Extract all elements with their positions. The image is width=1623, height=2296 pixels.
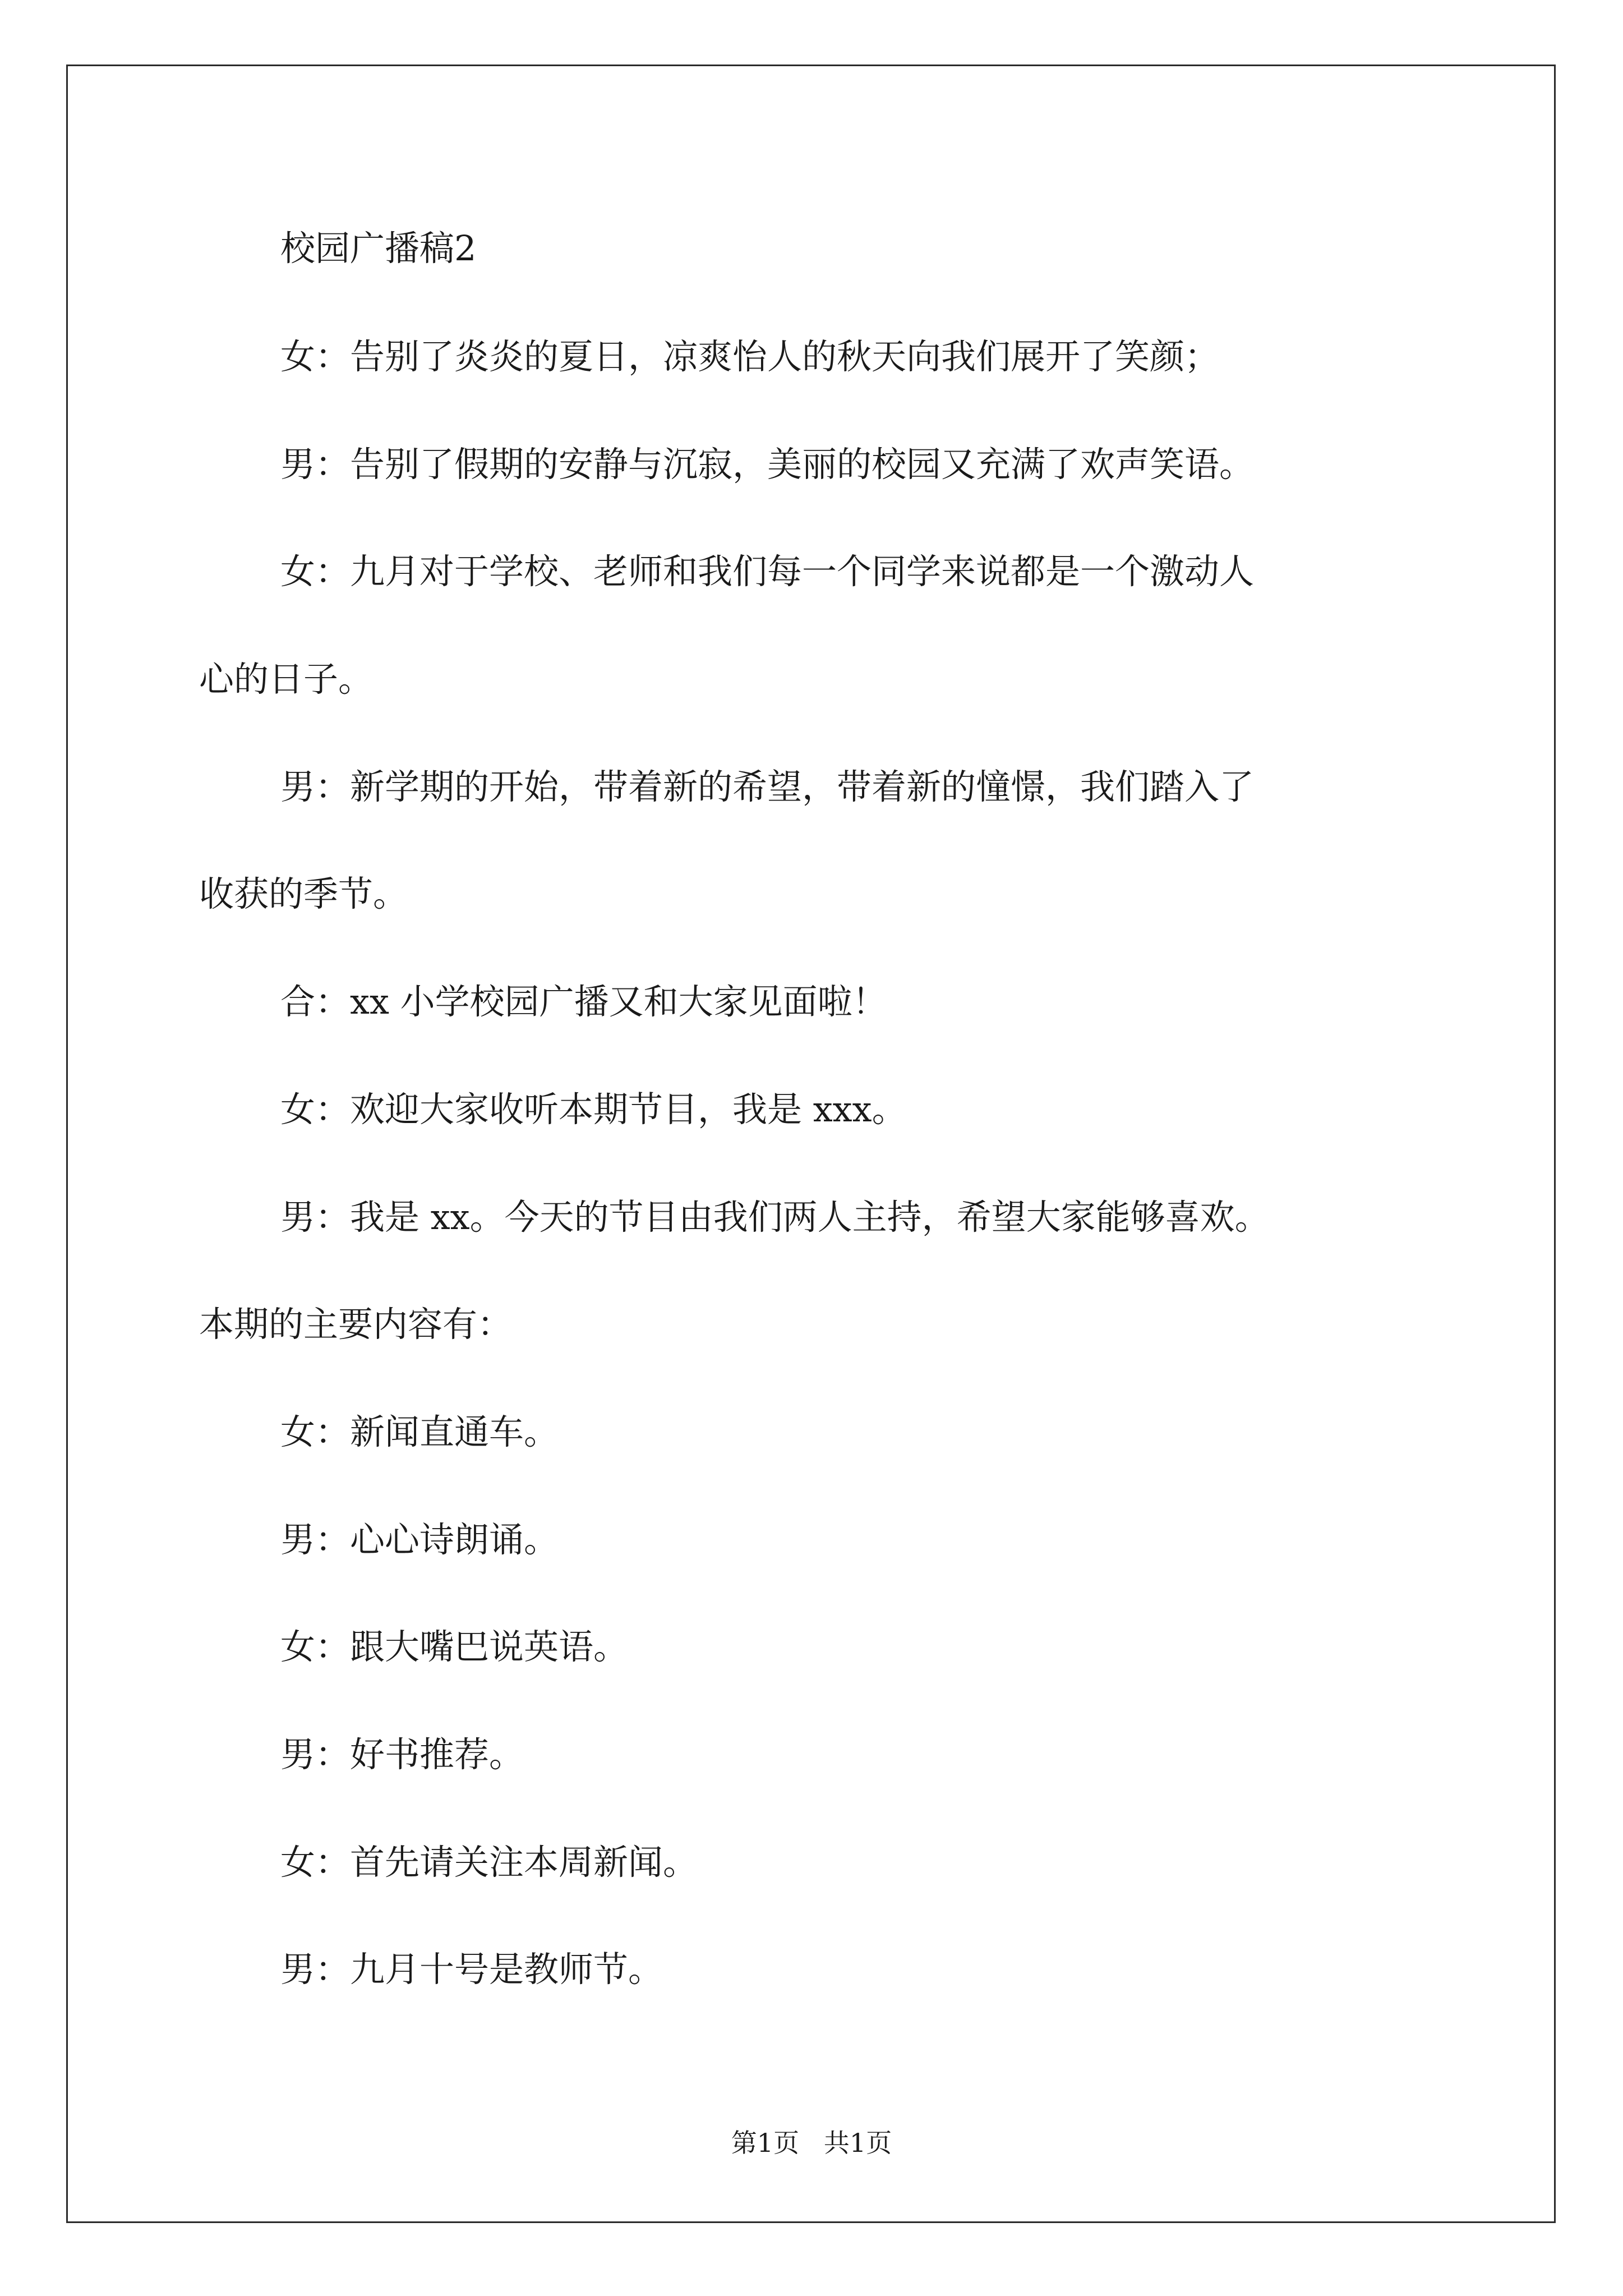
page-footer: 第1页 共1页 — [731, 2128, 892, 2158]
paragraph-line-13: 男：九月十号是教师节。 — [280, 1949, 663, 1990]
page-border — [66, 65, 1556, 2223]
paragraph-line-7-cont: 本期的主要内容有： — [199, 1304, 513, 1345]
paragraph-line-1: 女：告别了炎炎的夏日，凉爽怡人的秋天向我们展开了笑颜； — [280, 336, 1220, 377]
paragraph-line-5: 合：xx 小学校园广播又和大家见面啦！ — [280, 981, 887, 1022]
paragraph-line-4-cont: 收获的季节。 — [199, 873, 408, 914]
paragraph-line-12: 女：首先请关注本周新闻。 — [280, 1842, 698, 1883]
document-title: 校园广播稿2 — [280, 228, 477, 269]
paragraph-line-3-cont: 心的日子。 — [199, 659, 374, 700]
paragraph-line-11: 男：好书推荐。 — [280, 1734, 524, 1775]
paragraph-line-8: 女：新闻直通车。 — [280, 1411, 559, 1452]
paragraph-line-2: 男：告别了假期的安静与沉寂，美丽的校园又充满了欢声笑语。 — [280, 444, 1255, 485]
paragraph-line-9: 男：心心诗朗诵。 — [280, 1519, 559, 1560]
paragraph-line-10: 女：跟大嘴巴说英语。 — [280, 1626, 629, 1667]
paragraph-line-3: 女：九月对于学校、老师和我们每一个同学来说都是一个激动人 — [280, 551, 1255, 592]
paragraph-line-7: 男：我是 xx。今天的节目由我们两人主持，希望大家能够喜欢。 — [280, 1197, 1270, 1237]
paragraph-line-6: 女：欢迎大家收听本期节目，我是 xxx。 — [280, 1089, 907, 1130]
paragraph-line-4: 男：新学期的开始，带着新的希望，带着新的憧憬，我们踏入了 — [280, 766, 1255, 807]
